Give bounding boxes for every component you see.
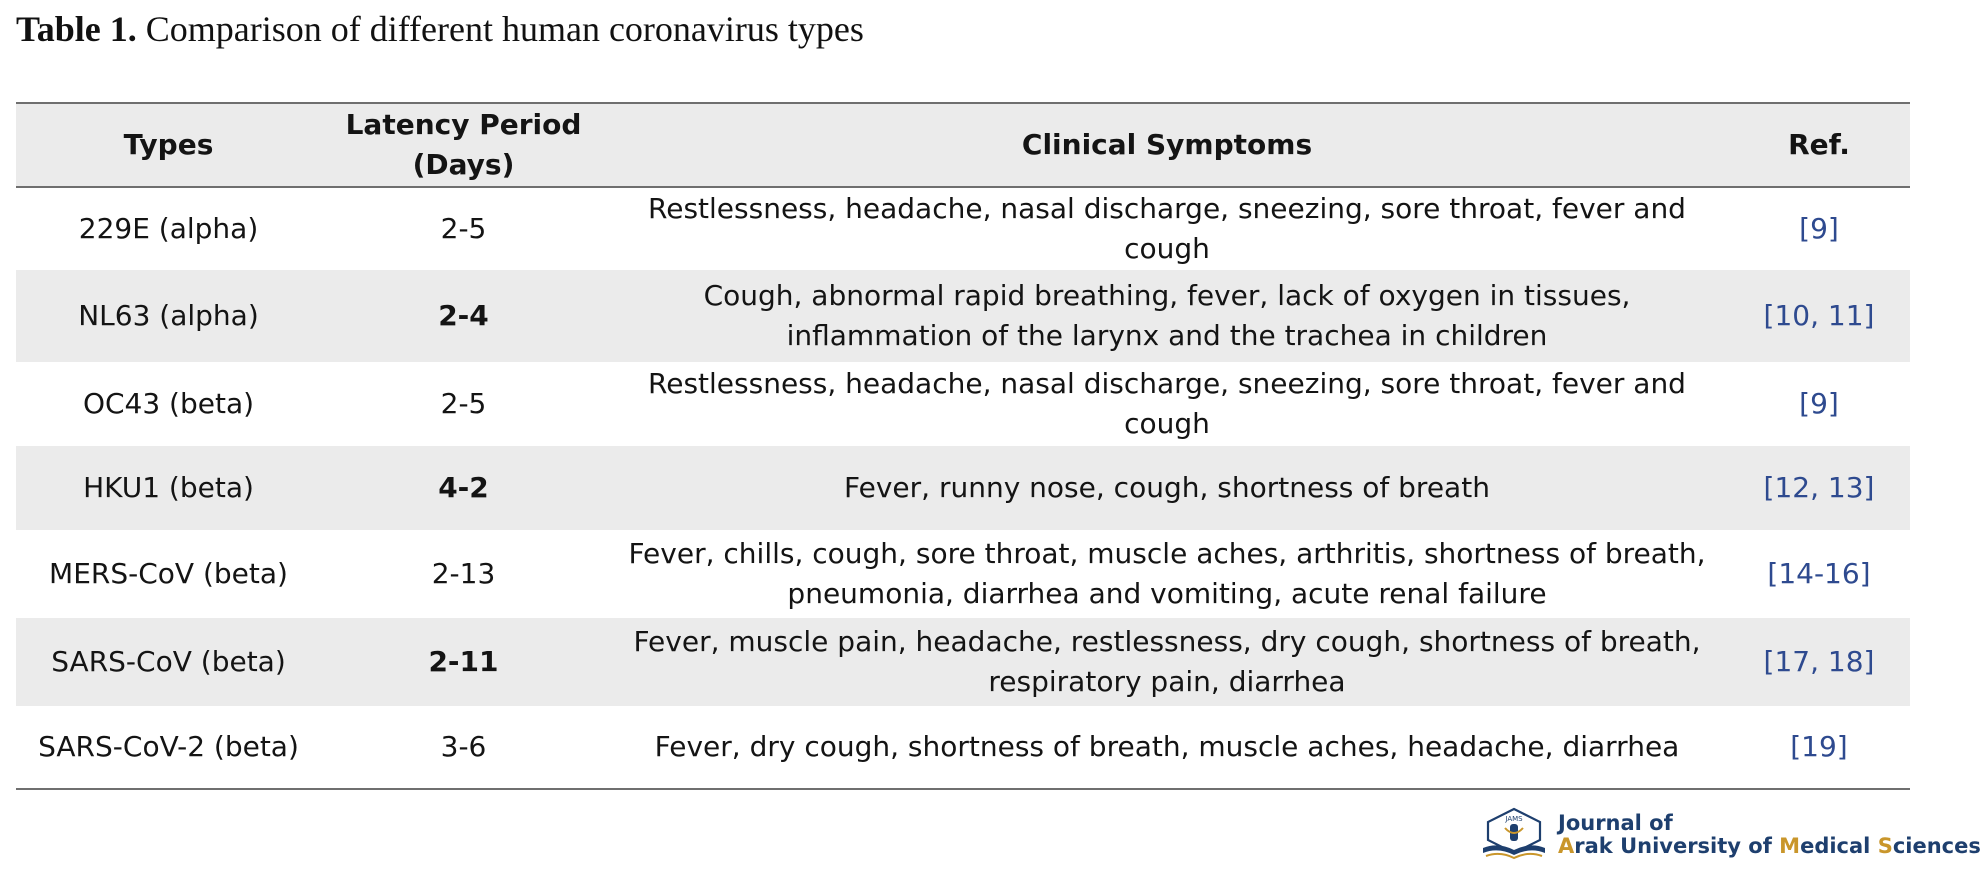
ref-link[interactable]: [19] bbox=[1790, 730, 1848, 763]
ref-link[interactable]: [10, 11] bbox=[1763, 299, 1875, 332]
cell-latency: 4-2 bbox=[321, 446, 606, 530]
ref-link[interactable]: [9] bbox=[1799, 212, 1839, 245]
cell-symptoms bbox=[606, 270, 1728, 362]
cell-type: NL63 (alpha) bbox=[16, 270, 321, 362]
symptoms-text: Fever, dry cough, shortness of breath, muscle aches, headache, diarrhea bbox=[654, 730, 1680, 763]
emblem-badge-text: JAMS bbox=[1505, 815, 1523, 823]
cell-latency: 2-5 bbox=[440, 212, 487, 245]
cell-type: OC43 (beta) bbox=[82, 387, 255, 420]
cell-ref[interactable] bbox=[1728, 270, 1910, 362]
table-row bbox=[16, 187, 1910, 270]
cell-type: SARS-CoV-2 (beta) bbox=[38, 730, 299, 763]
cell-latency: 2-11 bbox=[321, 618, 606, 706]
cell-symptoms bbox=[606, 187, 1728, 270]
header-latency bbox=[321, 103, 606, 187]
table-row bbox=[16, 618, 1910, 706]
header-latency-line2: (Days) bbox=[412, 148, 515, 181]
cell-type: 229E (alpha) bbox=[78, 212, 259, 245]
symptoms-text: Fever, muscle pain, headache, restlessness, dry cough, shortness of breath, respiratory pain, diarrhea bbox=[633, 625, 1701, 698]
header-latency-line1: Latency Period bbox=[345, 108, 582, 141]
cell-ref[interactable] bbox=[1728, 187, 1910, 270]
cell-latency: 3-6 bbox=[440, 730, 487, 763]
table-row bbox=[16, 270, 1910, 362]
cell-ref[interactable] bbox=[1728, 446, 1910, 530]
table-row bbox=[16, 530, 1910, 618]
cell-symptoms bbox=[606, 530, 1728, 618]
table-row bbox=[16, 362, 1910, 446]
symptoms-text: Restlessness, headache, nasal discharge, sneezing, sore throat, fever and cough bbox=[648, 192, 1686, 265]
table-header-row bbox=[16, 103, 1910, 187]
header-types: Types bbox=[16, 103, 321, 187]
header-ref: Ref. bbox=[1728, 103, 1910, 187]
table-caption-title: Comparison of different human coronavirus types bbox=[145, 9, 864, 49]
table-row bbox=[16, 706, 1910, 789]
table-row bbox=[16, 446, 1910, 530]
cell-type: MERS-CoV (beta) bbox=[49, 557, 288, 590]
table-caption bbox=[16, 8, 864, 50]
cell-symptoms bbox=[606, 706, 1728, 789]
cell-latency: 2-4 bbox=[321, 270, 606, 362]
cell-symptoms bbox=[606, 618, 1728, 706]
header-symptoms: Clinical Symptoms bbox=[606, 103, 1728, 187]
cell-ref[interactable] bbox=[1728, 706, 1910, 789]
cell-ref[interactable] bbox=[1728, 530, 1910, 618]
symptoms-text: Fever, runny nose, cough, shortness of breath bbox=[844, 471, 1490, 504]
symptoms-text: Restlessness, headache, nasal discharge, sneezing, sore throat, fever and cough bbox=[648, 367, 1686, 440]
cell-type: HKU1 (beta) bbox=[16, 446, 321, 530]
logo-line2: Arak University of Medical Sciences bbox=[1558, 834, 1981, 858]
cell-ref[interactable] bbox=[1728, 362, 1910, 446]
cell-symptoms bbox=[606, 446, 1728, 530]
symptoms-text: Cough, abnormal rapid breathing, fever, lack of oxygen in tissues, inflammation of the larynx and the trachea in children bbox=[703, 279, 1631, 352]
ref-link[interactable]: [14-16] bbox=[1767, 557, 1871, 590]
ref-link[interactable]: [9] bbox=[1799, 387, 1839, 420]
symptoms-text: Fever, chills, cough, sore throat, muscle aches, arthritis, shortness of breath, pneumonia, diarrhea and vomiting, acute renal failure bbox=[628, 537, 1706, 610]
cell-latency: 2-5 bbox=[440, 387, 487, 420]
cell-type: SARS-CoV (beta) bbox=[16, 618, 321, 706]
journal-logo bbox=[1478, 806, 1981, 864]
ref-link[interactable]: [12, 13] bbox=[1763, 471, 1875, 504]
cell-symptoms bbox=[606, 362, 1728, 446]
journal-emblem-icon bbox=[1478, 806, 1550, 864]
ref-link[interactable]: [17, 18] bbox=[1763, 645, 1875, 678]
cell-latency: 2-13 bbox=[431, 557, 496, 590]
coronavirus-comparison-table bbox=[16, 102, 1910, 790]
cell-ref[interactable] bbox=[1728, 618, 1910, 706]
logo-line1: Journal of bbox=[1558, 811, 1673, 835]
table-caption-label: Table 1. bbox=[16, 9, 137, 49]
